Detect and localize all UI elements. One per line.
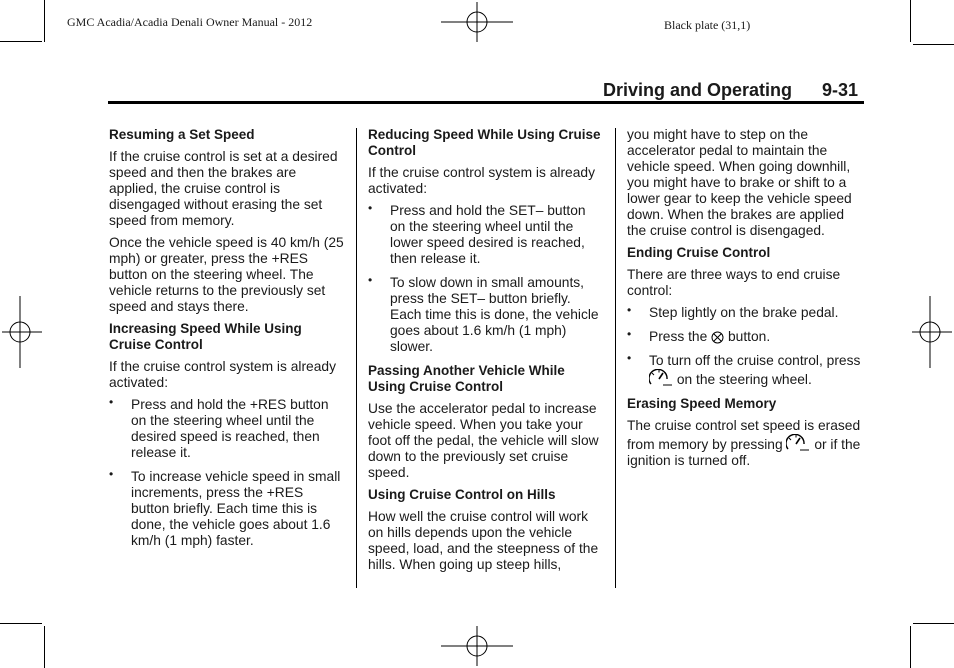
paragraph: Use the accelerator pedal to increase vehicle speed. When you take your foot off the pedal, the vehicle will slow down to the previously set cruise speed.	[368, 401, 599, 480]
list-item-text: Press the	[649, 329, 708, 344]
list-item-text: button.	[727, 329, 771, 344]
heading-cruise-on-hills: Using Cruise Control on Hills	[368, 487, 556, 502]
list-item	[368, 275, 604, 355]
list-item	[627, 305, 867, 321]
heading-passing-vehicle: Passing Another Vehicle While Using Cruise Control	[368, 363, 565, 394]
column-1	[109, 127, 345, 557]
bullet: •	[109, 467, 114, 481]
list-item	[109, 397, 345, 461]
column-divider	[615, 128, 616, 588]
list-item	[109, 469, 345, 549]
list-item-text: To increase vehicle speed in small increments, press the +RES button briefly. Each time this is done, the vehicle goes about 1.6 km/h (1 mph) faster.	[131, 469, 341, 548]
bullet: •	[627, 303, 632, 317]
column-3	[627, 127, 867, 475]
bullet-list	[109, 397, 345, 549]
paragraph-text: or if the ignition is turned off.	[627, 437, 861, 468]
crop-mark	[44, 626, 45, 668]
list-item-text: Press and hold the SET– button on the steering wheel until the lower speed desired is reached, then release it.	[390, 203, 586, 266]
header-rule	[108, 101, 864, 104]
registration-mark-bottom	[441, 626, 513, 666]
section-title: Driving and Operating	[603, 80, 793, 100]
bullet: •	[109, 395, 114, 409]
crop-mark	[913, 623, 954, 624]
heading-resuming-set-speed: Resuming a Set Speed	[109, 127, 255, 142]
paragraph: you might have to step on the accelerator pedal to maintain the vehicle speed. When going downhill, you might have to brake or shift to a lower gear to keep the vehicle speed down. When the brakes are applied the cruise control is disengaged.	[627, 127, 852, 238]
crop-mark	[910, 626, 911, 668]
cruise-control-icon	[786, 434, 810, 452]
bullet-list	[368, 203, 604, 355]
bullet: •	[368, 201, 373, 215]
list-item-text: Press and hold the +RES button on the steering wheel until the desired speed is reached, then release it.	[131, 397, 329, 460]
heading-ending-cruise: Ending Cruise Control	[627, 245, 771, 260]
paragraph: If the cruise control system is already activated:	[368, 165, 595, 196]
list-item	[627, 353, 867, 388]
cancel-icon	[711, 331, 724, 344]
heading-increasing-speed: Increasing Speed While Using Cruise Control	[109, 321, 302, 352]
column-divider	[356, 128, 357, 588]
bullet-list	[627, 305, 867, 388]
column-2	[368, 127, 604, 579]
registration-mark-left	[2, 296, 42, 368]
paragraph: Once the vehicle speed is 40 km/h (25 mph) or greater, press the +RES button on the steering wheel. The vehicle returns to the previously set speed and stays there.	[109, 235, 344, 314]
bullet: •	[627, 327, 632, 341]
paragraph	[627, 418, 867, 469]
list-item-text: To slow down in small amounts, press the SET– button briefly. Each time this is done, the vehicle goes about 1.6 km/h (1 mph) slower.	[390, 275, 599, 354]
page-number: 9-31	[822, 80, 859, 100]
plate-label: Black plate (31,1)	[664, 18, 751, 32]
paragraph-text: The cruise control set speed is erased from memory by pressing	[627, 418, 861, 452]
paragraph: How well the cruise control will work on hills depends upon the vehicle speed, load, and the steepness of the hills. When going up steep hills,	[368, 509, 599, 572]
list-item-text: on the steering wheel.	[676, 372, 812, 387]
paragraph: If the cruise control system is already activated:	[109, 359, 336, 390]
bullet: •	[368, 273, 373, 287]
paragraph: If the cruise control is set at a desired speed and then the brakes are applied, the cruise control is disengaged without erasing the set speed from memory.	[109, 149, 338, 228]
list-item	[368, 203, 604, 267]
heading-reducing-speed: Reducing Speed While Using Cruise Control	[368, 127, 601, 158]
crop-mark	[0, 623, 42, 624]
paragraph: There are three ways to end cruise control:	[627, 267, 841, 298]
registration-mark-top	[441, 2, 513, 42]
list-item-text: Step lightly on the brake pedal.	[649, 305, 839, 320]
list-item	[627, 329, 867, 345]
crop-mark	[44, 0, 45, 42]
manual-title: GMC Acadia/Acadia Denali Owner Manual - 2012	[67, 15, 313, 29]
cruise-control-icon	[649, 369, 673, 387]
crop-mark	[913, 44, 954, 45]
registration-mark-right	[912, 296, 952, 368]
section-header	[603, 80, 858, 101]
crop-mark	[0, 41, 42, 42]
list-item-text: To turn off the cruise control, press	[649, 353, 861, 368]
bullet: •	[627, 351, 632, 365]
heading-erasing-speed-memory: Erasing Speed Memory	[627, 396, 777, 411]
crop-mark	[910, 0, 911, 42]
